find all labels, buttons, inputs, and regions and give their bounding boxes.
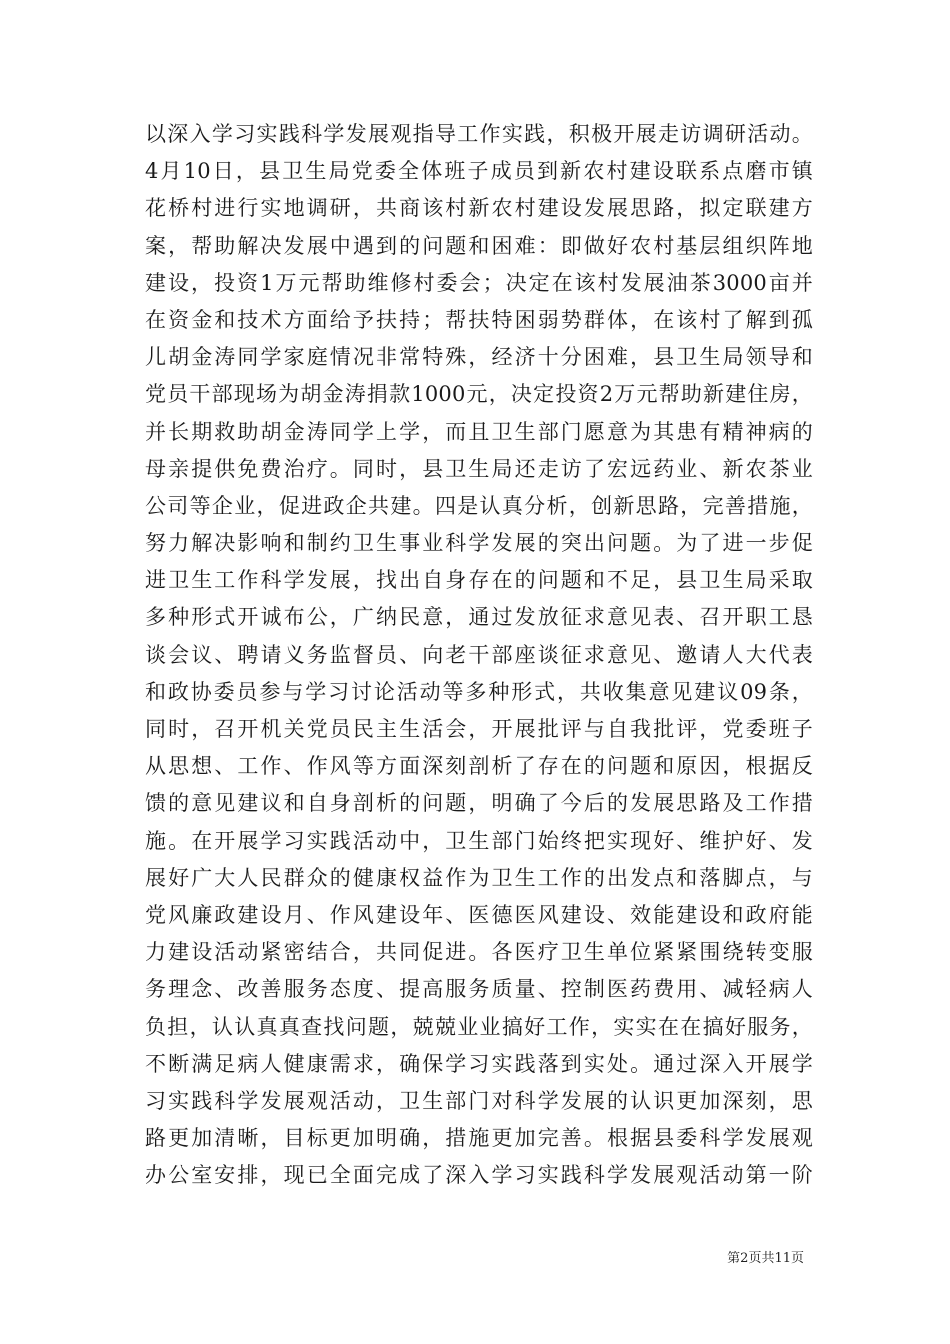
- text-line-25: 负担，认认真真查找问题，兢兢业业搞好工作，实实在在搞好服务，: [145, 1014, 813, 1039]
- text-line-3: 花桥村进行实地调研，共商该村新农村建设发展思路，拟定联建方: [145, 196, 813, 221]
- text-line-22: 党风廉政建设月、作风建设年、医德医风建设、效能建设和政府能: [145, 902, 813, 927]
- text-line-2: 4月10日，县卫生局党委全体班子成员到新农村建设联系点磨市镇: [145, 159, 813, 184]
- text-line-11: 公司等企业，促进政企共建。四是认真分析，创新思路，完善措施，: [145, 493, 813, 518]
- text-line-27: 习实践科学发展观活动，卫生部门对科学发展的认识更加深刻，思: [145, 1088, 813, 1113]
- text-line-20: 施。在开展学习实践活动中，卫生部门始终把实现好、维护好、发: [145, 828, 813, 853]
- text-line-4: 案，帮助解决发展中遇到的问题和困难：即做好农村基层组织阵地: [145, 233, 813, 258]
- text-line-29: 办公室安排，现已全面完成了深入学习实践科学发展观活动第一阶: [145, 1163, 813, 1188]
- page-number: 第2页共11页: [727, 1251, 804, 1266]
- text-line-19: 馈的意见建议和自身剖析的问题，明确了今后的发展思路及工作措: [145, 791, 813, 816]
- text-line-8: 党员干部现场为胡金涛捐款1000元，决定投资2万元帮助新建住房，: [145, 382, 813, 407]
- text-line-10: 母亲提供免费治疗。同时，县卫生局还走访了宏远药业、新农茶业: [145, 456, 813, 481]
- text-line-28: 路更加清晰，目标更加明确，措施更加完善。根据县委科学发展观: [145, 1126, 813, 1151]
- text-line-7: 儿胡金涛同学家庭情况非常特殊，经济十分困难，县卫生局领导和: [145, 345, 813, 370]
- text-line-16: 和政协委员参与学习讨论活动等多种形式，共收集意见建议09条，: [145, 679, 813, 704]
- document-body: [145, 116, 813, 1194]
- page-footer: [0, 1248, 950, 1270]
- text-line-5: 建设，投资1万元帮助维修村委会；决定在该村发展油茶3000亩并: [145, 270, 813, 295]
- text-line-13: 进卫生工作科学发展，找出自身存在的问题和不足，县卫生局采取: [145, 568, 813, 593]
- text-line-9: 并长期救助胡金涛同学上学，而且卫生部门愿意为其患有精神病的: [145, 419, 813, 444]
- text-line-18: 从思想、工作、作风等方面深刻剖析了存在的问题和原因，根据反: [145, 754, 813, 779]
- text-line-26: 不断满足病人健康需求，确保学习实践落到实处。通过深入开展学: [145, 1051, 813, 1076]
- text-line-24: 务理念、改善服务态度、提高服务质量、控制医药费用、减轻病人: [145, 977, 813, 1002]
- text-line-15: 谈会议、聘请义务监督员、向老干部座谈征求意见、邀请人大代表: [145, 642, 813, 667]
- text-line-17: 同时，召开机关党员民主生活会，开展批评与自我批评，党委班子: [145, 717, 813, 741]
- text-line-14: 多种形式开诚布公，广纳民意，通过发放征求意见表、召开职工恳: [145, 605, 813, 630]
- text-line-12: 努力解决影响和制约卫生事业科学发展的突出问题。为了进一步促: [145, 531, 813, 556]
- text-line-1: 以深入学习实践科学发展观指导工作实践，积极开展走访调研活动。: [145, 122, 813, 146]
- text-line-6: 在资金和技术方面给予扶持；帮扶特困弱势群体，在该村了解到孤: [145, 307, 813, 332]
- text-line-21: 展好广大人民群众的健康权益作为卫生工作的出发点和落脚点，与: [145, 865, 813, 890]
- text-line-23: 力建设活动紧密结合，共同促进。各医疗卫生单位紧紧围绕转变服: [145, 940, 813, 965]
